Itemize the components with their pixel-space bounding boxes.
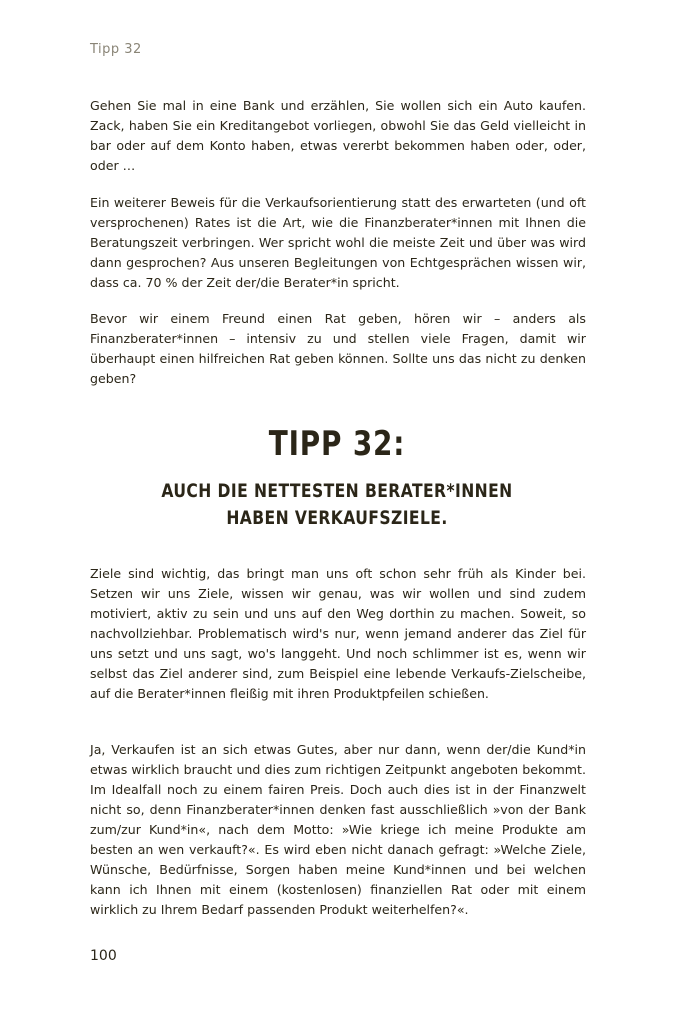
- page-number: 100: [90, 948, 117, 964]
- paragraph-2: Ein weiterer Beweis für die Verkaufsorientierung statt des erwarteten (und oft versprochenen) Rates ist die Art, wie die Finanzberater*innen mit Ihnen die Beratungszeit verbringen. Wer spricht wohl die meiste Zeit und über was wird dann gesprochen? Aus unseren Begleitungen von Echtgesprächen wissen wir, dass ca. 70 % der Zeit der/die Berater*in spricht.: [90, 195, 586, 290]
- chapter-subtitle-line-2: HABEN VERKAUFSZIELE.: [226, 507, 448, 529]
- paragraph-1: Gehen Sie mal in eine Bank und erzählen, Sie wollen sich ein Auto kaufen. Zack, haben Sie ein Kreditangebot vorliegen, obwohl Sie das Geld vielleicht in bar oder auf dem Konto haben, etwas vererbt bekommen haben oder, oder, oder …: [90, 98, 586, 173]
- running-head: Tipp 32: [90, 42, 142, 57]
- paragraph-3: Bevor wir einem Freund einen Rat geben, hören wir – anders als Finanzberater*innen – intensiv zu und stellen viele Fragen, damit wir überhaupt einen hilfreichen Rat geben können. Sollte uns das nicht zu denken geben?: [90, 311, 586, 386]
- chapter-subtitle-line-1: AUCH DIE NETTESTEN BERATER*INNEN: [161, 480, 513, 502]
- chapter-title: TIPP 32:: [268, 424, 406, 464]
- paragraph-4: Ziele sind wichtig, das bringt man uns oft schon sehr früh als Kinder bei. Setzen wir uns Ziele, wissen wir genau, was wir wollen und sind zudem motiviert, aktiv zu sein und uns auf den Weg dorthin zu machen. Soweit, so nachvollziehbar. Problematisch wird's nur, wenn jemand anderer das Ziel für uns setzt und uns sagt, wo's langgeht. Und noch schlimmer ist es, wenn wir selbst das Ziel anderer sind, zum Beispiel eine lebende Verkaufs-Zielscheibe, auf die Berater*innen fleißig mit ihren Produktpfeilen schießen.: [90, 566, 586, 701]
- paragraph-5: Ja, Verkaufen ist an sich etwas Gutes, aber nur dann, wenn der/die Kund*in etwas wirklich braucht und dies zum richtigen Zeitpunkt angeboten bekommt. Im Idealfall noch zu einem fairen Preis. Doch auch dies ist in der Finanzwelt nicht so, denn Finanzberater*innen denken fast ausschließlich »von der Bank zum/zur Kund*in«, nach dem Motto: »Wie kriege ich meine Produkte am besten an wen verkauft?«. Es wird eben nicht danach gefragt: »Welche Ziele, Wünsche, Bedürfnisse, Sorgen haben meine Kund*innen und bei welchen kann ich Ihnen mit einem (kostenlosen) finanziellen Rat oder mit einem wirklich zu Ihrem Bedarf passenden Produkt weiterhelfen?«.: [90, 742, 586, 917]
- chapter-subtitle: [61, 478, 614, 532]
